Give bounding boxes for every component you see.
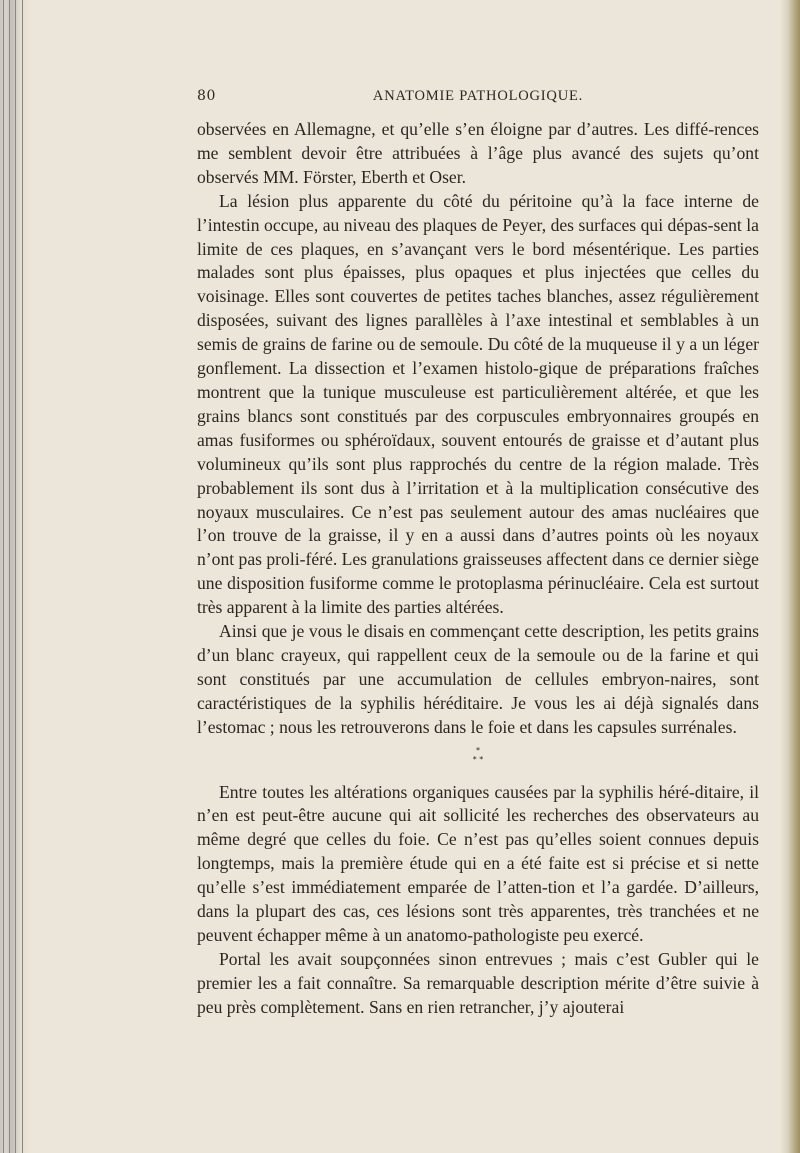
paragraph-1: observées en Allemagne, et qu’elle s’en éloigne par d’autres. Les diffé-rences me semblent devoir être attribuées à l’âge plus avancé des sujets qu’ont observés MM. Förster, Eberth et Oser. xyxy=(197,119,759,187)
paragraph-2: La lésion plus apparente du côté du péritoine qu’à la face interne de l’intestin occupe, au niveau des plaques de Peyer, des surfaces qui dépas-sent la limite de ces plaques, en s’avançant vers le bord mésentérique. Les parties malades sont plus épaisses, plus opaques et plus injectées que celles du voisinage. Elles sont couvertes de petites taches blanches, assez régulièrement disposées, suivant des lignes parallèles à l’axe intestinal et semblables à un semis de grains de farine ou de semoule. Du côté de la muqueuse il y a un léger gonflement. La dissection et l’examen histolo-gique de préparations fraîches montrent que la tunique musculeuse est particulièrement altérée, et que les grains blancs sont constitués par des corpuscules embryonnaires groupés en amas fusiformes ou sphéroïdaux, souvent entourés de graisse et d’autant plus volumineux qu’ils sont plus rapprochés du centre de la région malade. Très probablement ils sont dus à l’irritation et à la multiplication consécutive des noyaux musculaires. Ce n’est pas seulement autour des amas nucléaires que l’on trouve de la graisse, il y en a aussi dans d’autres points où les noyaux n’ont pas proli-féré. Les granulations graisseuses affectent dans ce dernier siège une disposition fusiforme comme le protoplasma périnucléaire. Cela est surtout très apparent à la limite des parties altérées. xyxy=(197,190,759,618)
scan-edge-line xyxy=(15,0,16,1153)
scan-left-margin xyxy=(0,0,30,1153)
book-page xyxy=(197,88,759,1020)
paragraph-5: Portal les avait soupçonnées sinon entrevues ; mais c’est Gubler qui le premier les a fait connaître. Sa remarquable description mérite d’être suivie à peu près complètement. Sans en rien retrancher, j’y ajouterai xyxy=(197,948,759,1017)
section-asterism xyxy=(197,746,759,764)
scan-edge-line xyxy=(3,0,4,1153)
page-number: 80 xyxy=(197,88,217,104)
running-title: ANATOMIE PATHOLOGIQUE. xyxy=(372,88,584,104)
running-head xyxy=(197,88,759,110)
body-text xyxy=(197,118,759,1020)
scan-right-edge xyxy=(780,0,800,1153)
scan-edge-line xyxy=(9,0,10,1153)
asterism-bottom: * * xyxy=(472,754,484,764)
paragraph-3: Ainsi que je vous le disais en commençant cette description, les petits grains d’un blanc crayeux, qui rappellent ceux de la semoule ou de la farine et qui sont constitués par une accumulation de cellules embryon-naires, sont caractéristiques de la syphilis héréditaire. Je vous les ai déjà signalés dans l’estomac ; nous les retrouverons dans le foie et dans les capsules surrénales. xyxy=(197,621,759,737)
paragraph-4: Entre toutes les altérations organiques causées par la syphilis héré-ditaire, il n’en est peut-être aucune qui ait sollicité les recherches des observateurs au même degré que celles du foie. Ce n’est pas qu’elles soient connues depuis longtemps, mais la première étude qui en a été faite est si précise et si nette qu’elle s’est immédiatement emparée de l’atten-tion et l’a gardée. D’ailleurs, dans la plupart des cas, ces lésions sont très apparentes, très tranchées et ne peuvent échapper même à un anatomo-pathologiste peu exercé. xyxy=(197,781,759,945)
scan-edge-line xyxy=(22,0,23,1153)
asterism-top: * xyxy=(476,745,480,755)
